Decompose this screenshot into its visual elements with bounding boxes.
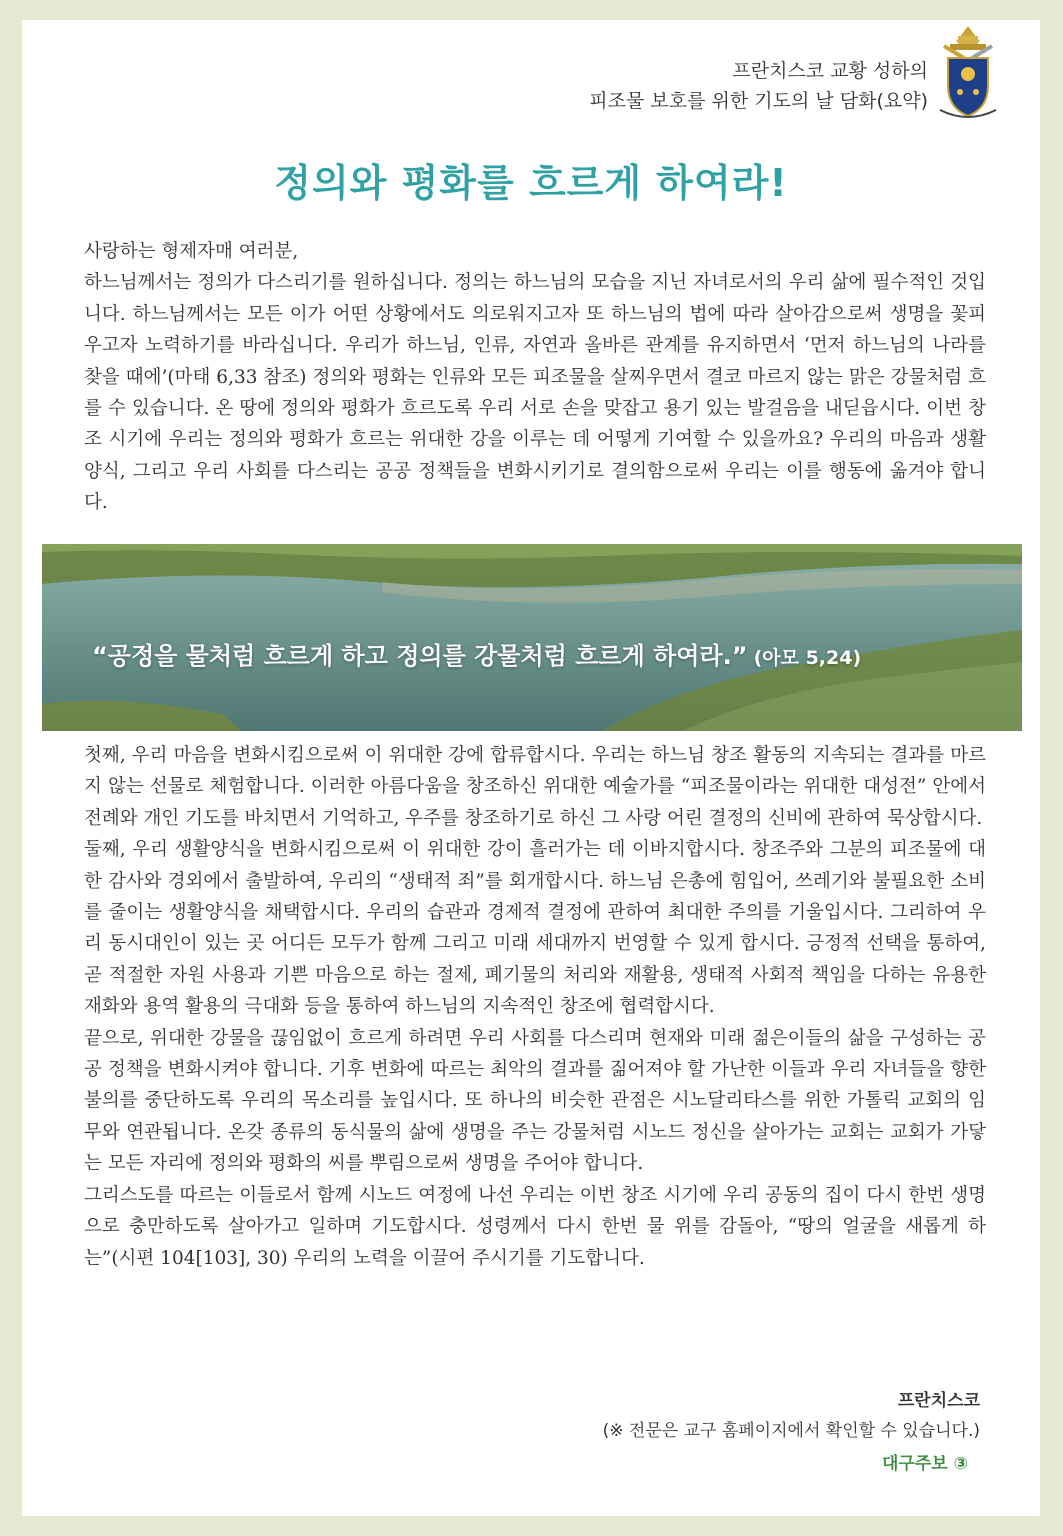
- bulletin-page: [22, 20, 1040, 1516]
- main-text: [84, 740, 986, 1274]
- header-line-2: 피조물 보호를 위한 기도의 날 담화(요약): [589, 90, 928, 112]
- paragraph-closing: 그리스도를 따르는 이들로서 함께 시노드 여정에 나선 우리는 이번 창조 시기에 우리 공동의 집이 다시 한번 생명으로 충만하도록 살아가고 일하며 기도합시다. 성령께서 다시 한번 물 위를 감돌아, “땅의 얼굴을 새롭게 하는”(시편 104[103], 30) 우리의 노력을 이끌어 주시기를 기도합니다.: [84, 1184, 986, 1269]
- intro-paragraph: 하느님께서는 정의가 다스리기를 원하십니다. 정의는 하느님의 모습을 지닌 자녀로서의 우리 삶에 필수적인 것입니다. 하느님께서는 모든 이가 어떤 상황에서도 의로워지고자 또 하느님의 법에 따라 살아감으로써 생명을 꽃피우고자 노력하기를 바라십니다. 우리가 하느님, 인류, 자연과 올바른 관계를 유지하면서 ‘먼저 하느님의 나라를 찾을 때에’(마태 6,33 참조) 정의와 평화는 인류와 모든 피조물을 살찌우면서 결코 마르지 않는 맑은 강물처럼 흐를 수 있습니다. 온 땅에 정의와 평화가 흐르도록 우리 서로 손을 맞잡고 용기 있는 발걸음을 내딛읍시다. 이번 창조 시기에 우리는 정의와 평화가 흐르는 위대한 강을 이루는 데 어떻게 기여할 수 있을까요? 우리의 마음과 생활양식, 그리고 우리 사회를 다스리는 공공 정책들을 변화시키기로 결의함으로써 우리는 이를 행동에 옮겨야 합니다.: [84, 272, 986, 514]
- paragraph-second: 둘째, 우리 생활양식을 변화시킴으로써 이 위대한 강이 흘러가는 데 이바지합시다. 창조주와 그분의 피조물에 대한 감사와 경외에서 출발하여, 우리의 “생태적 죄”를 회개합시다. 하느님 은총에 힘입어, 쓰레기와 불필요한 소비를 줄이는 생활양식을 채택합시다. 우리의 습관과 경제적 결정에 관하여 최대한 주의를 기울입시다. 그리하여 우리 동시대인이 있는 곳 어디든 모두가 함께 그리고 미래 세대까지 번영할 수 있게 합시다. 긍정적 선택을 통하여, 곧 적절한 자원 사용과 기쁜 마음으로 하는 절제, 폐기물의 처리와 재활용, 생태적 사회적 책임을 다하는 유용한 재화와 용역 활용의 극대화 등을 통하여 하느님의 지속적인 창조에 협력합시다.: [84, 839, 986, 1018]
- papal-coat-of-arms-icon: [936, 24, 1000, 124]
- quote-text: “공정을 물처럼 흐르게 하고 정의를 강물처럼 흐르게 하여라.”: [92, 642, 748, 670]
- page-title: 정의와 평화를 흐르게 하여라!: [274, 161, 788, 205]
- signature-name: 프란치스코: [897, 1391, 980, 1411]
- river-banner-image: [42, 544, 1022, 731]
- paragraph-first: 첫째, 우리 마음을 변화시킴으로써 이 위대한 강에 합류합시다. 우리는 하느님 창조 활동의 지속되는 결과를 마르지 않는 선물로 체험합니다. 이러한 아름다움을 창조하신 위대한 예술가를 “피조물이라는 위대한 대성전” 안에서 전례와 개인 기도를 바치면서 기억하고, 우주를 창조하기로 하신 그 사랑 어린 결정의 신비에 관하여 묵상합시다.: [84, 745, 986, 829]
- intro-text: [84, 236, 986, 519]
- page-footer: 대구주보 ③: [882, 1454, 968, 1474]
- banner-quote: [92, 636, 861, 671]
- full-text-note: (※ 전문은 교구 홈페이지에서 확인할 수 있습니다.): [602, 1421, 980, 1441]
- signature-block: [603, 1386, 980, 1482]
- header-line-1: 프란치스코 교황 성하의: [732, 60, 928, 82]
- greeting-paragraph: 사랑하는 형제자매 여러분,: [84, 241, 299, 262]
- quote-reference: (아모 5,24): [753, 647, 862, 669]
- document-header: [589, 56, 928, 116]
- paragraph-finally: 끝으로, 위대한 강물을 끊임없이 흐르게 하려면 우리 사회를 다스리며 현재와 미래 젊은이들의 삶을 구성하는 공공 정책을 변화시켜야 합니다. 기후 변화에 따르는 최악의 결과를 짊어져야 할 가난한 이들과 우리 자녀들을 향한 불의를 중단하도록 우리의 목소리를 높입시다. 또 하나의 비슷한 관점은 시노달리타스를 위한 가톨릭 교회의 임무와 연관됩니다. 온갖 종류의 동식물의 삶에 생명을 주는 강물처럼 시노드 정신을 살아가는 교회는 교회가 가닿는 모든 자리에 정의와 평화의 씨를 뿌림으로써 생명을 주어야 합니다.: [84, 1027, 986, 1175]
